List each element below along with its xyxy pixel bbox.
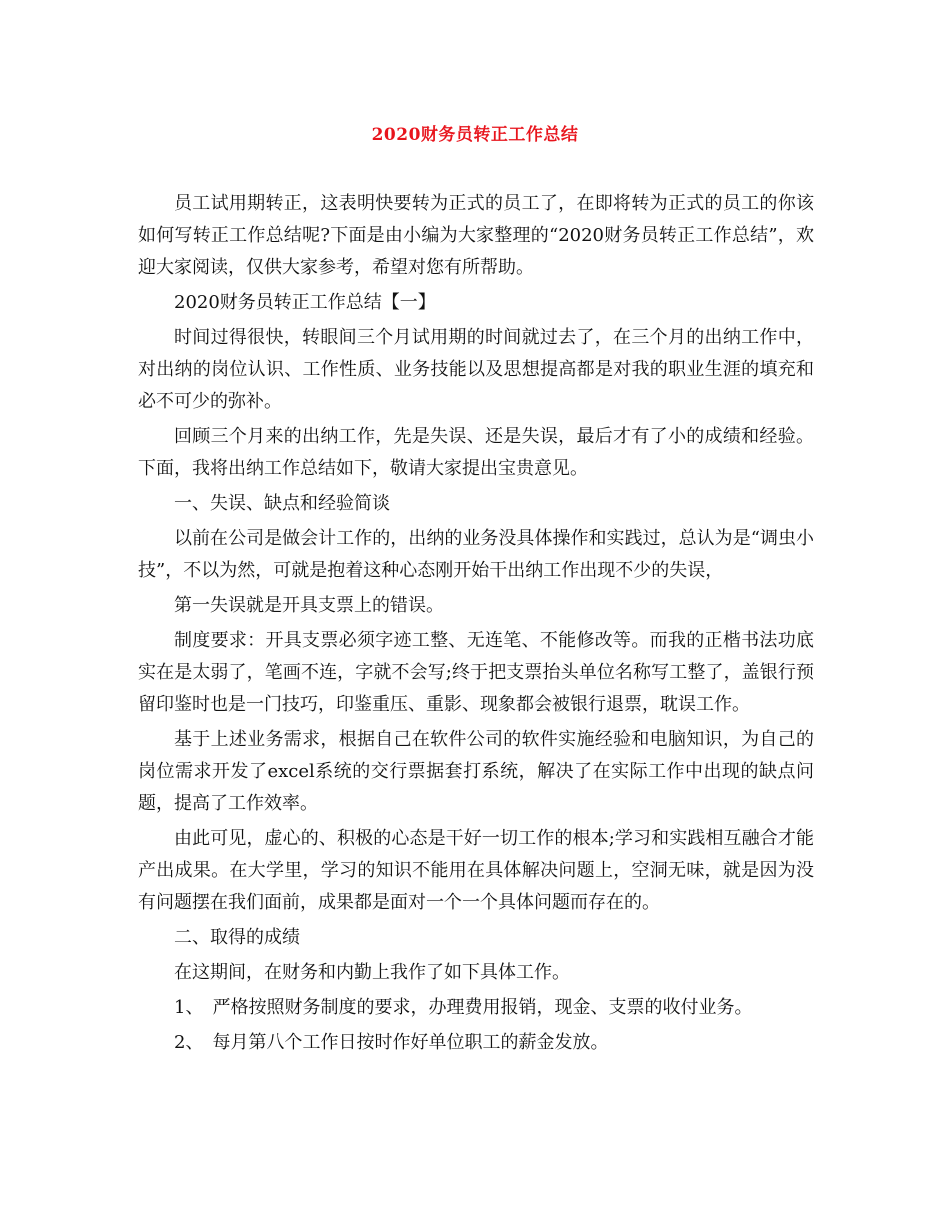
document-body [138,188,814,1059]
paragraph: 由此可见，虚心的、积极的心态是干好一切工作的根本;学习和实践相互融合才能产出成果。在大学里，学习的知识不能用在具体解决问题上，空洞无味，就是因为没有问题摆在我们面前，成果都是面对一个一个具体问题而存在的。 [138,828,814,913]
paragraph: 在这期间，在财务和内勤上我作了如下具体工作。 [174,962,570,983]
paragraph: 回顾三个月来的出纳工作，先是失误、还是失误，最后才有了小的成绩和经验。下面，我将出纳工作总结如下，敬请大家提出宝贵意见。 [138,426,814,479]
paragraph-intro: 员工试用期转正，这表明快要转为正式的员工了，在即将转为正式的员工的你该如何写转正工作总结呢?下面是由小编为大家整理的“2020财务员转正工作总结”，欢迎大家阅读，仅供大家参考，希望对您有所帮助。 [138,193,814,278]
paragraph: 第一失误就是开具支票上的错误。 [174,595,444,616]
document-title: 2020财务员转正工作总结 [371,125,579,145]
paragraph: 基于上述业务需求，根据自己在软件公司的软件实施经验和电脑知识，为自己的岗位需求开发了excel系统的交行票据套打系统，解决了在实际工作中出现的缺点问题，提高了工作效率。 [138,729,814,814]
paragraph: 以前在公司是做会计工作的，出纳的业务没具体操作和实践过，总认为是“调虫小技”，不以为然，可就是抱着这种心态刚开始干出纳工作出现不少的失误， [138,528,814,581]
list-item: 2、 每月第八个工作日按时作好单位职工的薪金发放。 [174,1032,609,1053]
section-heading-part-one: 2020财务员转正工作总结【一】 [174,292,436,313]
section-heading-achievements: 二、取得的成绩 [174,927,300,948]
paragraph: 制度要求：开具支票必须字迹工整、无连笔、不能修改等。而我的正楷书法功底实在是太弱了，笔画不连，字就不会写;终于把支票抬头单位名称写工整了，盖银行预留印鉴时也是一门技巧，印鉴重压、重影、现象都会被银行退票，耽误工作。 [138,630,814,715]
paragraph: 时间过得很快，转眼间三个月试用期的时间就过去了，在三个月的出纳工作中，对出纳的岗位认识、工作性质、业务技能以及思想提高都是对我的职业生涯的填充和必不可少的弥补。 [138,327,814,412]
list-item: 1、 严格按照财务制度的要求，办理费用报销，现金、支票的收付业务。 [174,997,753,1018]
section-heading-mistakes: 一、失误、缺点和经验简谈 [174,493,390,514]
